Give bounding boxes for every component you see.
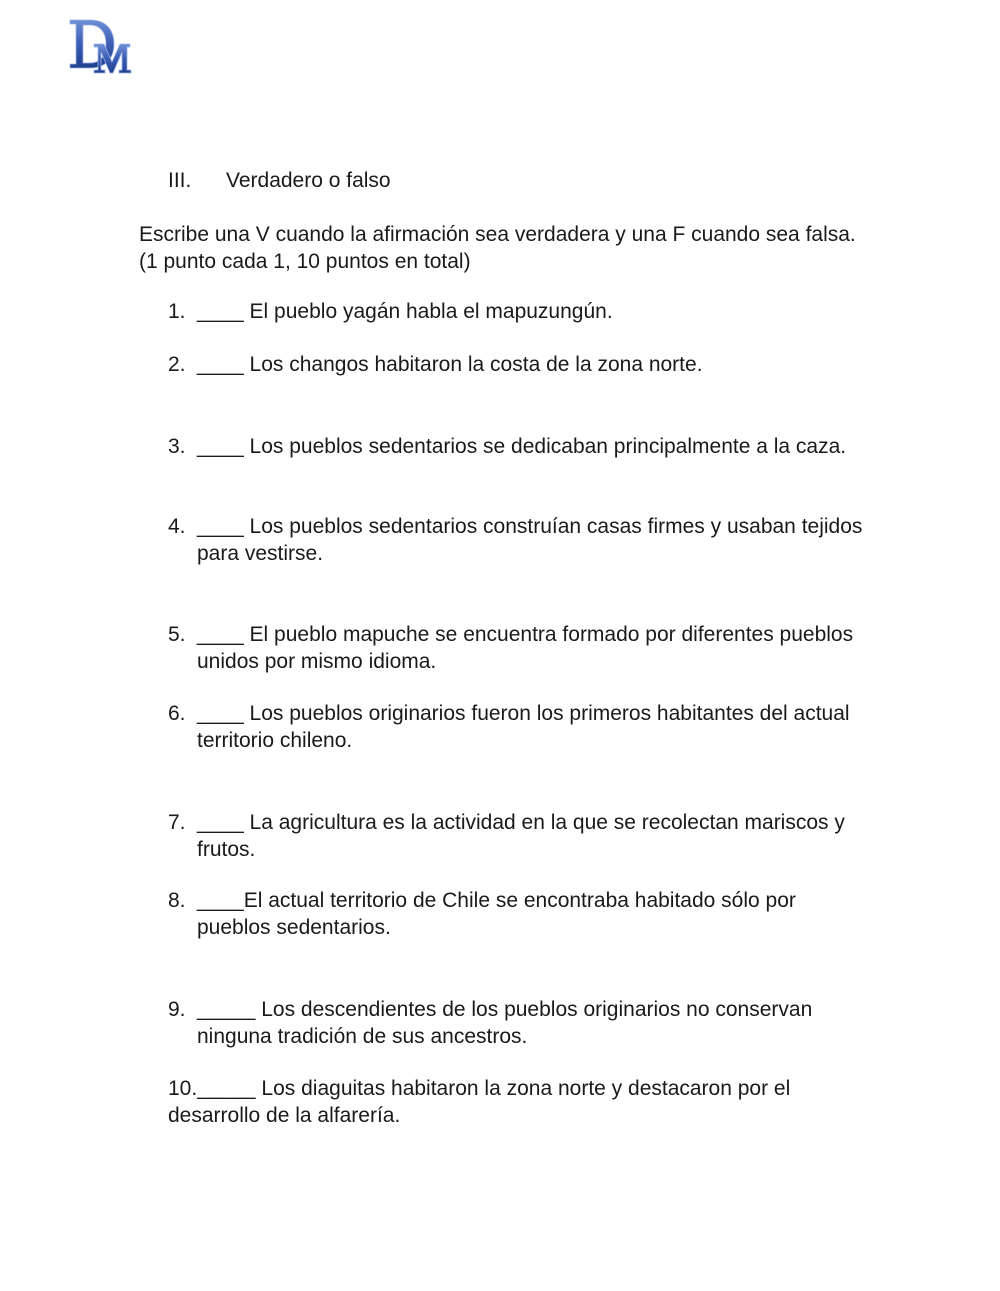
item-text: ____ La agricultura es la actividad en la que se recolectan mariscos y frutos. [197, 811, 845, 861]
item-number: 8. [168, 889, 186, 912]
list-item [168, 888, 868, 941]
item-number: 3. [168, 435, 186, 458]
list-item [168, 810, 868, 863]
section-heading [168, 168, 391, 194]
item-number: 5. [168, 623, 186, 646]
item-number: 9. [168, 998, 186, 1021]
item-number: 6. [168, 702, 186, 725]
item-number: 7. [168, 811, 186, 834]
item-text: ____ El pueblo mapuche se encuentra formado por diferentes pueblos unidos por mismo idioma. [197, 623, 854, 673]
instructions: Escribe una V cuando la afirmación sea verdadera y una F cuando sea falsa. (1 punto cada 1, 10 puntos en total) [139, 223, 856, 273]
list-item [168, 514, 868, 567]
list-item [168, 299, 868, 326]
item-text: ____ Los changos habitaron la costa de la zona norte. [197, 353, 703, 376]
list-item [168, 997, 868, 1050]
dm-logo-icon [68, 16, 134, 76]
item-text: _____ Los diaguitas habitaron la zona norte y destacaron por el desarrollo de la alfarería. [168, 1077, 791, 1127]
list-item [168, 434, 868, 461]
list-item [168, 352, 868, 379]
item-number: 4. [168, 515, 186, 538]
list-item [168, 1076, 868, 1129]
section-numeral: III. [168, 169, 192, 192]
item-number: 1. [168, 300, 186, 323]
item-text: ____ Los pueblos sedentarios se dedicaban principalmente a la caza. [197, 435, 847, 458]
item-number: 2. [168, 353, 186, 376]
item-text: ____ Los pueblos originarios fueron los primeros habitantes del actual territorio chileno. [197, 702, 850, 752]
section-title: Verdadero o falso [226, 169, 391, 192]
list-item [168, 622, 868, 675]
list-item [168, 701, 868, 754]
item-text: _____ Los descendientes de los pueblos originarios no conservan ninguna tradición de sus ancestros. [197, 998, 813, 1048]
item-text: ____El actual territorio de Chile se encontraba habitado sólo por pueblos sedentarios. [197, 889, 796, 939]
item-number: 10. [168, 1077, 198, 1100]
item-text: ____ El pueblo yagán habla el mapuzungún. [197, 300, 613, 323]
item-text: ____ Los pueblos sedentarios construían casas firmes y usaban tejidos para vestirse. [197, 515, 863, 565]
